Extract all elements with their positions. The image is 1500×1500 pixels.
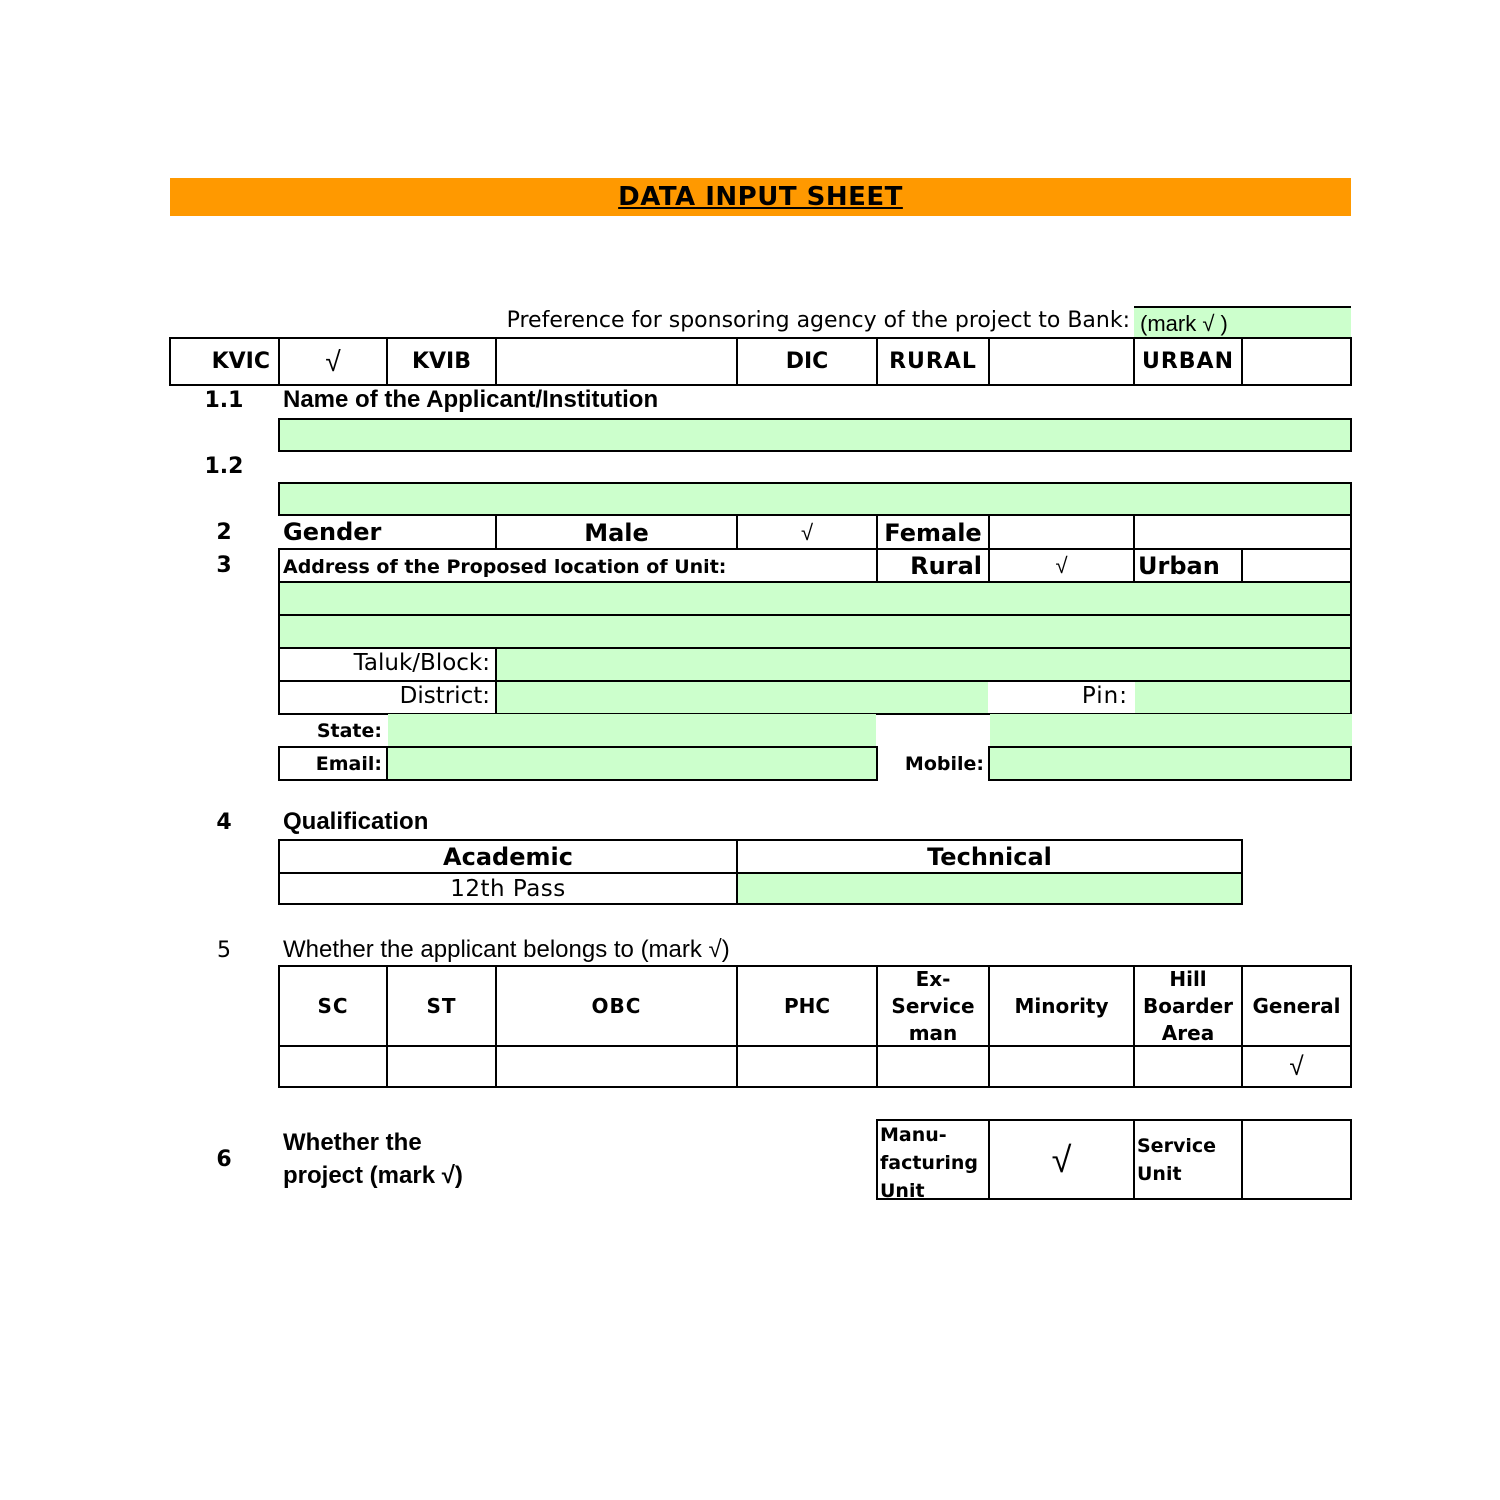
agency-urban-label: URBAN: [1141, 349, 1234, 374]
project-manufacturing-label: Manu-facturing Unit: [880, 1124, 978, 1202]
category-phc-checkbox[interactable]: [738, 1047, 876, 1086]
agency-kvib-checkbox[interactable]: [497, 339, 736, 384]
category-header-sc: SC: [317, 994, 349, 1018]
category-ex-serviceman-checkbox[interactable]: [878, 1047, 988, 1086]
email-input[interactable]: [388, 748, 876, 779]
section-number-6: 6: [216, 1147, 232, 1172]
agency-kvic-checkbox[interactable]: √: [325, 345, 341, 377]
category-header-ex-serviceman: Ex-Service man: [891, 966, 975, 1045]
mobile-input[interactable]: [988, 746, 1352, 781]
project-manufacturing-checkbox[interactable]: √: [1051, 1138, 1072, 1180]
agency-urban-checkbox[interactable]: [1243, 339, 1350, 384]
category-sc-checkbox[interactable]: [280, 1047, 386, 1086]
technical-input[interactable]: [738, 874, 1241, 903]
pin-input[interactable]: [1135, 682, 1350, 713]
gender-male-checkbox[interactable]: √: [800, 519, 814, 545]
category-general-checkbox[interactable]: √: [1289, 1051, 1304, 1081]
address-rural-label: Rural: [910, 551, 982, 580]
email-label: Email:: [315, 753, 382, 775]
project-type-label: Whether the project (mark √): [283, 1129, 463, 1189]
section-number-2: 2: [216, 520, 232, 545]
taluk-label: Taluk/Block:: [353, 650, 490, 676]
page-title: DATA INPUT SHEET: [618, 182, 903, 212]
gender-female-checkbox[interactable]: [990, 517, 1133, 548]
applicant-secondary-input[interactable]: [278, 482, 1352, 516]
agency-kvic-label: KVIC: [211, 349, 270, 374]
category-header-st: ST: [426, 994, 457, 1018]
section-number-1-1: 1.1: [204, 388, 244, 413]
category-header-hill-boarder-area: Hill Boarder Area: [1142, 966, 1234, 1045]
gender-female-label: Female: [884, 518, 982, 547]
address-line-2-input[interactable]: [278, 614, 1352, 649]
academic-value[interactable]: 12th Pass: [450, 875, 566, 902]
section-number-5: 5: [217, 938, 231, 963]
address-urban-label: Urban: [1138, 551, 1220, 580]
applicant-name-input[interactable]: [278, 418, 1352, 452]
mobile-label: Mobile:: [904, 753, 984, 775]
gender-male-label: Male: [584, 518, 649, 547]
agency-rural-checkbox[interactable]: [990, 339, 1133, 384]
pin-label: Pin:: [1081, 683, 1128, 709]
category-minority-checkbox[interactable]: [990, 1047, 1133, 1086]
agency-kvib-label: KVIB: [411, 349, 472, 374]
preference-label: Preference for sponsoring agency of the project to Bank:: [506, 308, 1130, 333]
academic-header: Academic: [443, 842, 573, 871]
category-header-obc: OBC: [591, 994, 642, 1018]
state-label: State:: [316, 720, 382, 742]
section-number-1-2: 1.2: [204, 454, 244, 479]
category-st-checkbox[interactable]: [388, 1047, 495, 1086]
category-label: Whether the applicant belongs to (mark √): [283, 936, 730, 963]
address-line-1-input[interactable]: [278, 581, 1352, 616]
district-input[interactable]: [497, 682, 988, 713]
district-label: District:: [399, 683, 490, 709]
section-number-4: 4: [216, 810, 232, 835]
gender-label: Gender: [283, 518, 382, 546]
category-header-phc: PHC: [783, 994, 831, 1018]
state-input[interactable]: [388, 714, 876, 747]
taluk-input[interactable]: [497, 649, 1350, 680]
technical-header: Technical: [927, 842, 1052, 871]
state-extra-input[interactable]: [990, 714, 1352, 747]
preference-hint: (mark √ ): [1134, 306, 1351, 338]
project-service-checkbox[interactable]: [1243, 1121, 1350, 1198]
category-obc-checkbox[interactable]: [497, 1047, 736, 1086]
applicant-name-label: Name of the Applicant/Institution: [283, 386, 659, 413]
agency-rural-label: RURAL: [889, 349, 977, 374]
agency-dic-label: DIC: [785, 349, 829, 374]
address-label: Address of the Proposed location of Unit:: [283, 556, 727, 578]
address-urban-checkbox[interactable]: [1243, 550, 1350, 581]
section-number-3: 3: [216, 553, 232, 578]
address-rural-checkbox[interactable]: √: [1055, 552, 1068, 578]
project-service-label: Service Unit: [1137, 1134, 1216, 1185]
category-header-minority: Minority: [1014, 994, 1109, 1018]
qualification-label: Qualification: [283, 808, 429, 835]
category-header-general: General: [1252, 994, 1341, 1018]
category-hill-boarder-area-checkbox[interactable]: [1135, 1047, 1241, 1086]
